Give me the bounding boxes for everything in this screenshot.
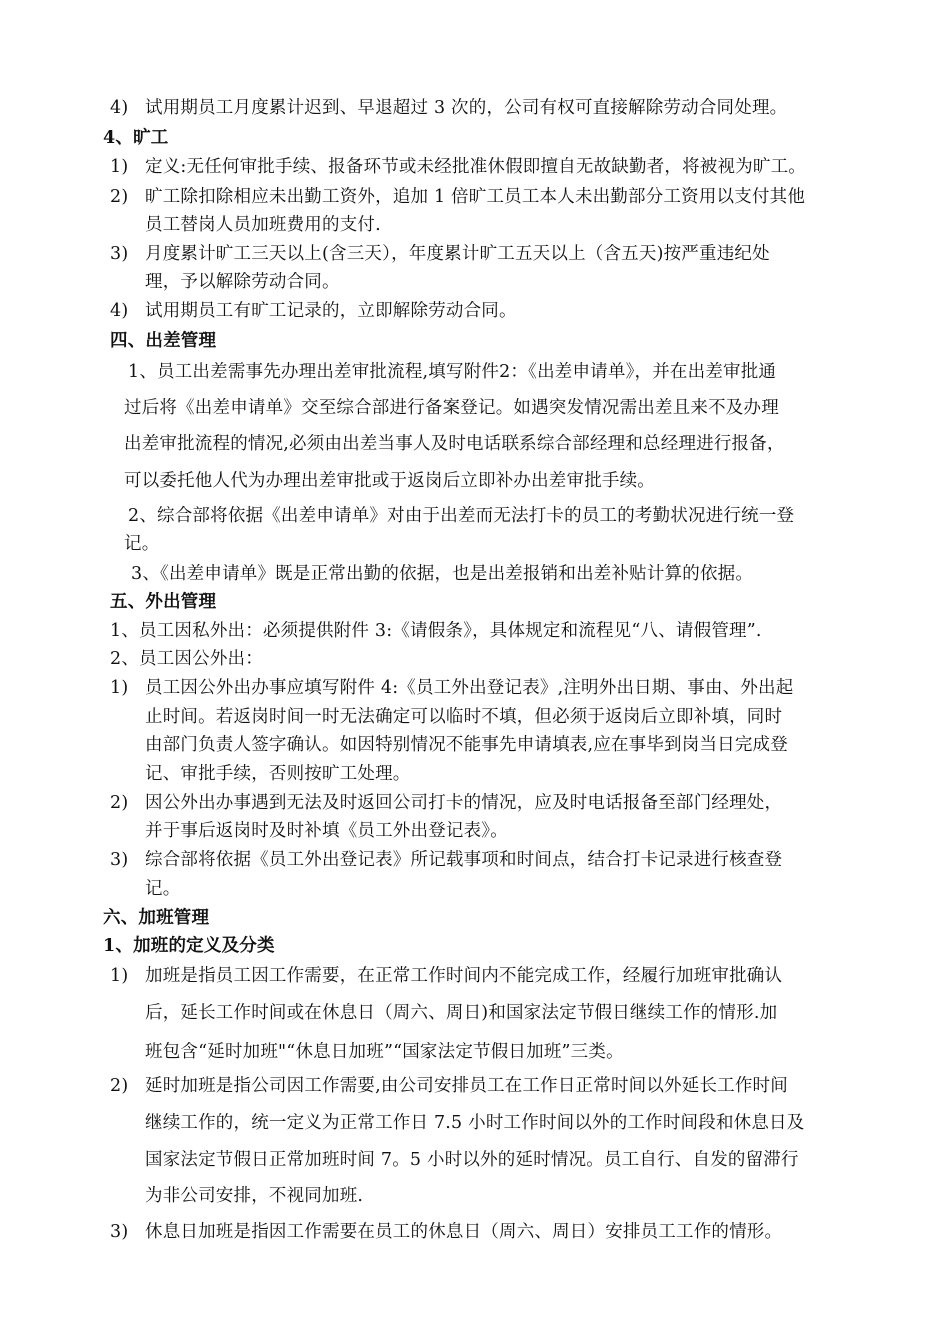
item-text: 试用期员工月度累计迟到、早退超过 3 次的，公司有权可直接解除劳动合同处理。 xyxy=(145,98,788,118)
document-page: 4) 试用期员工月度累计迟到、早退超过 3 次的，公司有权可直接解除劳动合同处理。 4、旷工 1) 定义:无任何审批手续、报备环节或未经批准休假即擅自无故缺勤者，将被视为旷工。 2) 旷工除扣除相应未出勤工资外，追加 1 倍旷工员工本人未出勤部分工资用以支付其他 员工替岗人员加班费用的支付. 3) 月度累计旷工三天以上(含三天），年度累计旷工五天以上（含五天)按严重违纪处 理，予以解除劳动合同。 4) 试用期员工有旷工记录的，立即解除劳动合同。 四、出差管理 1、员工出差需事先办理出差审批流程,填写附件2：《出差申请单》，并在出差审批通 过后将《出差申请单》交至综合部进行备案登记。如遇突发情况需出差且来不及办理 出差审批流程的情况,必须由出差当事人及时电话联系综合部经理和总经理进行报备， 可以委托他人代为办理出差审批或于返岗后立即补办出差审批手续。 2、综合部将依据《出差申请单》对由于出差而无法打卡的员工的考勤状况进行统一登 记。 3、《出差申请单》既是正常出勤的依据，也是出差报销和出差补贴计算的依据。 五、外出管理 1、员工因私外出：必须提供附件 3:《请假条》，具体规定和流程见“八、请假管理”. 2、员工因公外出： 1) 员工因公外出办事应填写附件 4:《员工外出登记表》,注明外出日期、事由、外出起 止时间。若返岗时间一时无法确定可以临时不填，但必须于返岗后立即补填，同时 由部门负责人签字确认。如因特别情况不能事先申请填表,应在事毕到岗当日完成登 记、审批手续，否则按旷工处理。 2) 因公外出办事遇到无法及时返回公司打卡的情况，应及时电话报备至部门经理处， 并于事后返岗时及时补填《员工外出登记表》。 3) 综合部将依据《员工外出登记表》所记载事项和时间点，结合打卡记录进行核查登 记。 六、加班管理 1、加班的定义及分类 1) 加班是指员工因工作需要，在正常工作时间内不能完成工作，经履行加班审批确认 后，延长工作时间或在休息日（周六、周日)和国家法定节假日继续工作的情形.加 班包含“延时加班"“休息日加班”“国家法定节假日加班”三类。 2) 延时加班是指公司因工作需要,由公司安排员工在工作日正常时间以外延长工作时间 继续工作的，统一定义为正常工作日 7.5 小时工作时间以外的工作时间段和休息日及 国家法定节假日正常加班时间 7。5 小时以外的延时情况。员工自行、自发的留滞行 为非公司安排，不视同加班. 3) 休息日加班是指因工作需要在员工的休息日（周六、周日）安排员工工作的情形。 xyxy=(103,98,806,1242)
item-number: 4) xyxy=(110,98,129,118)
